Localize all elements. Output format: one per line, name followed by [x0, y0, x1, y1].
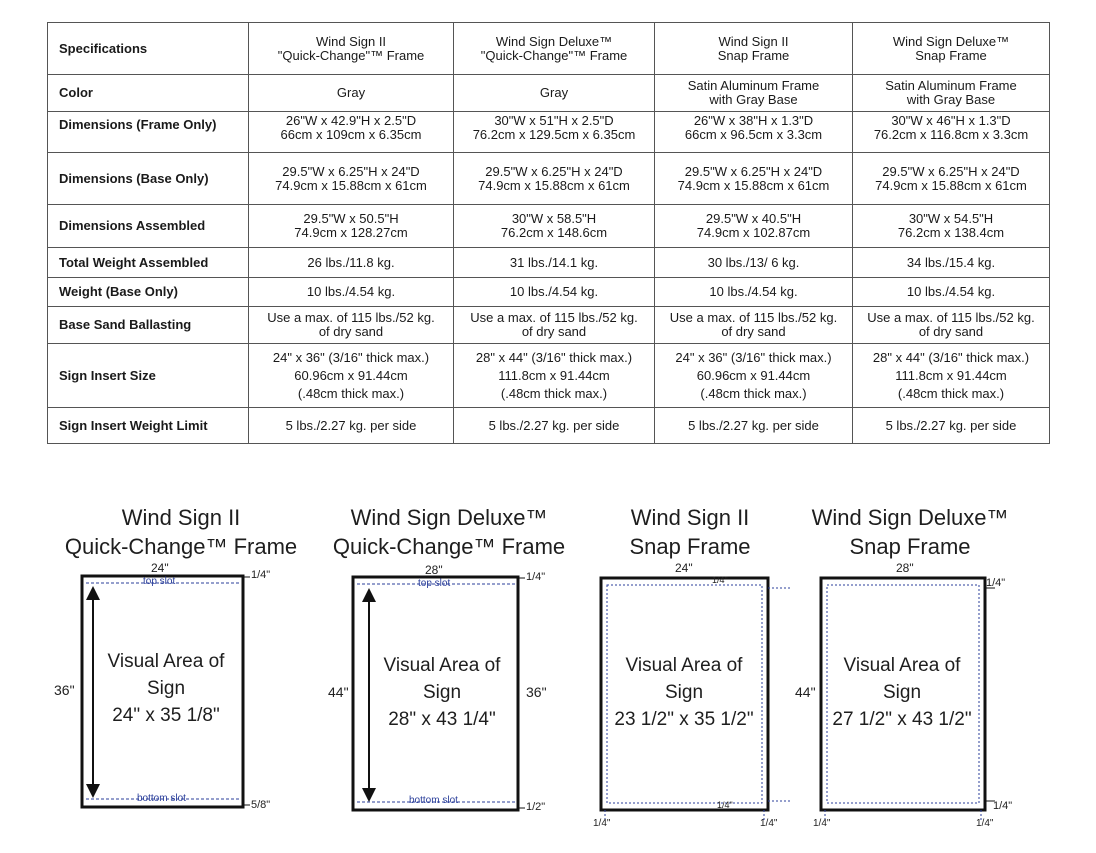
top-slot-label: top slot [418, 578, 451, 589]
bottom-slot-label: bottom slot [409, 795, 458, 806]
tick-bottom-right-label: 1/4" [976, 818, 994, 829]
header-col-2: Wind Sign Deluxe™ "Quick-Change"™ Frame [454, 23, 655, 75]
tick-top-label: 1/4" [986, 577, 1006, 589]
table-cell: 5 lbs./2.27 kg. per side [249, 408, 454, 444]
table-cell: 34 lbs./15.4 kg. [853, 248, 1050, 278]
row-label: Dimensions Assembled [48, 205, 249, 248]
table-cell: 29.5"W x 6.25"H x 24"D 74.9cm x 15.88cm x 61cm [655, 153, 853, 205]
row-label: Weight (Base Only) [48, 278, 249, 307]
table-cell: 28" x 44" (3/16" thick max.) 111.8cm x 91.44cm (.48cm thick max.) [454, 344, 655, 408]
table-cell: 29.5"W x 6.25"H x 24"D 74.9cm x 15.88cm x 61cm [454, 153, 655, 205]
tick-top-label: 1/4" [251, 569, 271, 581]
height-label: 44" [795, 684, 816, 700]
tick-top-label: 1/4" [526, 571, 546, 583]
table-cell: Satin Aluminum Frame with Gray Base [655, 75, 853, 112]
visual-area-text: Visual Area of Sign 24" x 35 1/8" [107, 651, 225, 726]
header-col-3: Wind Sign II Snap Frame [655, 23, 853, 75]
tick-bottom-label: 1/2" [526, 801, 546, 813]
table-cell: Use a max. of 115 lbs./52 kg. of dry sand [249, 307, 454, 344]
height-right-label: 36" [526, 684, 547, 700]
visual-area-text: Visual Area of Sign 27 1/2" x 43 1/2" [832, 655, 972, 730]
width-label: 28" [425, 563, 443, 577]
table-cell: 30"W x 54.5"H 76.2cm x 138.4cm [853, 205, 1050, 248]
header-specifications: Specifications [48, 23, 249, 75]
height-label: 44" [328, 684, 349, 700]
visual-area-text: Visual Area of Sign 23 1/2" x 35 1/2" [614, 655, 754, 730]
table-cell: Use a max. of 115 lbs./52 kg. of dry sand [655, 307, 853, 344]
header-col-4: Wind Sign Deluxe™ Snap Frame [853, 23, 1050, 75]
table-cell: 26 lbs./11.8 kg. [249, 248, 454, 278]
row-label: Dimensions (Base Only) [48, 153, 249, 205]
top-slot-label: top slot [143, 576, 176, 587]
tick-bottom-label: 1/4" [993, 800, 1013, 812]
table-cell: Gray [454, 75, 655, 112]
table-cell: 29.5"W x 50.5"H 74.9cm x 128.27cm [249, 205, 454, 248]
table-cell: 28" x 44" (3/16" thick max.) 111.8cm x 91.44cm (.48cm thick max.) [853, 344, 1050, 408]
table-cell: 26"W x 38"H x 1.3"D 66cm x 96.5cm x 3.3cm [655, 112, 853, 153]
row-label: Dimensions (Frame Only) [48, 112, 249, 153]
tick-bottom-left-label: 1/4" [593, 818, 611, 829]
table-cell: 26"W x 42.9"H x 2.5"D 66cm x 109cm x 6.35cm [249, 112, 454, 153]
diagram-title-line1: Wind Sign II [630, 505, 750, 530]
diagram-title-line2: Snap Frame [849, 534, 971, 559]
diagram-title-line1: Wind Sign II [121, 505, 241, 530]
table-cell: 5 lbs./2.27 kg. per side [454, 408, 655, 444]
table-cell: 29.5"W x 6.25"H x 24"D 74.9cm x 15.88cm x 61cm [249, 153, 454, 205]
table-cell: 10 lbs./4.54 kg. [249, 278, 454, 307]
tick-bottom-label: 5/8" [251, 799, 271, 811]
table-cell: 29.5"W x 6.25"H x 24"D 74.9cm x 15.88cm x 61cm [853, 153, 1050, 205]
tick-bottom-right-label: 1/4" [760, 818, 778, 829]
table-cell: Satin Aluminum Frame with Gray Base [853, 75, 1050, 112]
table-cell: 31 lbs./14.1 kg. [454, 248, 655, 278]
tick-bottom-left-label: 1/4" [813, 818, 831, 829]
table-cell: 5 lbs./2.27 kg. per side [655, 408, 853, 444]
diagram-title-line2: Quick-Change™ Frame [64, 534, 298, 559]
table-cell: Use a max. of 115 lbs./52 kg. of dry sand [853, 307, 1050, 344]
tick-bottom-inner-label: 1/4" [717, 800, 733, 810]
table-cell: 5 lbs./2.27 kg. per side [853, 408, 1050, 444]
table-cell: 24" x 36" (3/16" thick max.) 60.96cm x 91.44cm (.48cm thick max.) [249, 344, 454, 408]
width-label: 24" [675, 561, 693, 575]
table-cell: 30"W x 46"H x 1.3"D 76.2cm x 116.8cm x 3.3cm [853, 112, 1050, 153]
bottom-slot-label: bottom slot [137, 793, 186, 804]
width-label: 24" [151, 561, 169, 575]
row-label: Total Weight Assembled [48, 248, 249, 278]
row-label: Color [48, 75, 249, 112]
table-cell: 30 lbs./13/ 6 kg. [655, 248, 853, 278]
table-cell: 24" x 36" (3/16" thick max.) 60.96cm x 91.44cm (.48cm thick max.) [655, 344, 853, 408]
header-col-1: Wind Sign II "Quick-Change"™ Frame [249, 23, 454, 75]
diagram-title-line2: Quick-Change™ Frame [332, 534, 566, 559]
table-cell: 29.5"W x 40.5"H 74.9cm x 102.87cm [655, 205, 853, 248]
diagram-title-line1: Wind Sign Deluxe™ [350, 505, 548, 530]
row-label: Sign Insert Size [48, 344, 249, 408]
diagram-title-line2: Snap Frame [629, 534, 751, 559]
tick-top-inner-label: 1/4" [712, 575, 728, 585]
table-cell: Use a max. of 115 lbs./52 kg. of dry sand [454, 307, 655, 344]
table-cell: 10 lbs./4.54 kg. [853, 278, 1050, 307]
visual-area-text: Visual Area of Sign 28" x 43 1/4" [383, 655, 501, 730]
width-label: 28" [896, 561, 914, 575]
row-label: Sign Insert Weight Limit [48, 408, 249, 444]
table-cell: 10 lbs./4.54 kg. [655, 278, 853, 307]
table-cell: 30"W x 58.5"H 76.2cm x 148.6cm [454, 205, 655, 248]
table-cell: 30"W x 51"H x 2.5"D 76.2cm x 129.5cm x 6.35cm [454, 112, 655, 153]
table-cell: Gray [249, 75, 454, 112]
table-cell: 10 lbs./4.54 kg. [454, 278, 655, 307]
height-label: 36" [54, 682, 75, 698]
diagram-title-line1: Wind Sign Deluxe™ [811, 505, 1009, 530]
row-label: Base Sand Ballasting [48, 307, 249, 344]
